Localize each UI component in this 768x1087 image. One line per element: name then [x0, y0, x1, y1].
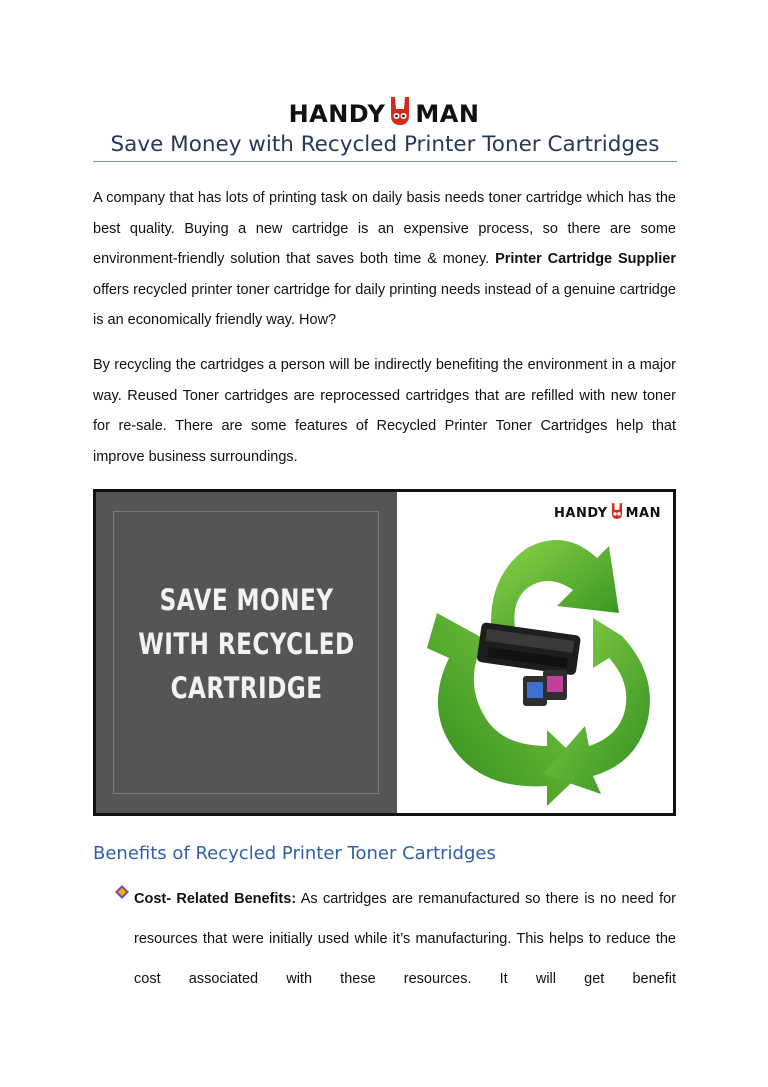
intro-text-2: offers recycled printer toner cartridge for daily printing needs instead of a genuine cartridge is an economically friendly way. How?	[93, 281, 676, 328]
banner-headline	[126, 578, 367, 710]
banner-logo-left: HANDY	[554, 505, 608, 521]
list-item-text	[134, 879, 676, 999]
page-title: Save Money with Recycled Printer Toner Cartridges	[93, 132, 677, 162]
supplier-link-text: Printer Cartridge Supplier	[495, 251, 676, 267]
banner-right-panel	[397, 492, 673, 813]
banner-image	[93, 489, 676, 816]
benefits-heading: Benefits of Recycled Printer Toner Cartridges	[93, 843, 496, 864]
logo-text-right: MAN	[415, 100, 480, 128]
intro-paragraph	[93, 183, 676, 336]
banner-line-2: WITH RECYCLED	[138, 627, 355, 661]
banner-line-1: SAVE MONEY	[159, 583, 334, 617]
handyman-logo	[0, 96, 768, 132]
recycling-paragraph: By recycling the cartridges a person will be indirectly benefiting the environment in a major way. Reused Toner cartridges are reprocessed cartridges that are refilled with new toner for re-sale. There are some features of Recycled Printer Toner Cartridges help that improve business surroundings.	[93, 357, 676, 465]
banner-left-panel	[96, 492, 397, 813]
banner-logo-right: MAN	[625, 505, 661, 521]
ink-cartridges	[523, 670, 567, 706]
benefit-label: Cost- Related Benefits:	[134, 891, 297, 907]
logo-text-left: HANDY	[288, 100, 386, 128]
benefit-description: As cartridges are remanufactured so there is no need for resources that were initially used while it’s manufacturing. This helps to reduce the cost associated with these resources. It will get benefit	[134, 891, 676, 987]
bullet-arrow-icon	[115, 885, 129, 899]
intro-text-1: A company that has lots of printing task on daily basis needs toner cartridge which has the best quality. Buying a new cartridge is an expensive process, so there are some environment-friendly solution that saves both time & money.	[93, 190, 676, 267]
list-item	[93, 879, 676, 999]
recycle-cartridge-icon	[397, 518, 673, 816]
toner-cartridge	[476, 622, 581, 676]
banner-line-3: CARTRIDGE	[170, 671, 323, 705]
rock-hand-icon	[386, 95, 414, 127]
